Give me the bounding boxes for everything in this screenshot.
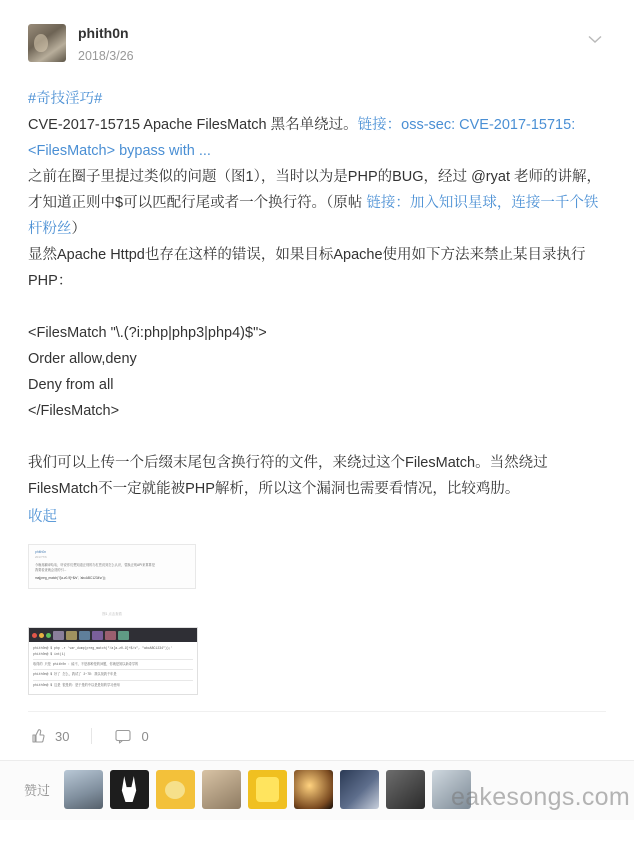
liker-avatar-list <box>64 770 471 809</box>
liker-avatar-2[interactable] <box>110 770 149 809</box>
terminal-line-2: phith0n@ $ int(1) <box>33 651 66 656</box>
window-minimize-icon <box>39 633 44 638</box>
post-text-2: 之前在圈子里提过类似的问题（图1），当时以为是PHP的BUG，经过 @ryat 老师的讲解，才知道正则中$可以匹配行尾或者一个换行符。（原帖 <box>28 169 601 212</box>
spacer <box>28 294 606 320</box>
link-label-2[interactable]: 链接： <box>366 195 410 212</box>
window-maximize-icon <box>46 633 51 638</box>
topic-label: #奇技淫巧# <box>28 91 103 108</box>
post-paragraph-3: 显然Apache Httpd也存在这样的错误，如果目标Apache使用如下方法来禁止某目录执行PHP： <box>28 247 586 290</box>
tab-thumb-3 <box>79 631 90 640</box>
post-link-2[interactable]: 加入知识星球，连接一千个铁杆粉丝 <box>28 195 599 238</box>
chevron-down-icon[interactable] <box>584 28 606 50</box>
spacer-2 <box>28 424 606 450</box>
terminal-divider-1 <box>33 659 193 660</box>
liker-avatar-6[interactable] <box>294 770 333 809</box>
thumb1-line-1: 今晚再翻译哈哈，听说你们想知道正则的办杠您说到怎么认识，替换正则API来算算是 <box>35 563 155 568</box>
watermark: eakesongs.com <box>451 783 630 812</box>
tab-thumb-5 <box>105 631 116 640</box>
post-date: 2018/3/26 <box>78 48 134 63</box>
thumbnail-caption: 图1 点击查看 <box>102 612 122 617</box>
liker-avatar-1[interactable] <box>64 770 103 809</box>
like-button[interactable] <box>28 727 69 745</box>
thumb1-line-2: 我要检查就会造的引... <box>35 568 67 573</box>
post-paragraph-1 <box>28 112 606 164</box>
post-text-1: CVE-2017-15715 Apache FilesMatch 黑名单绕过。 <box>28 117 358 134</box>
terminal-body <box>29 642 197 694</box>
terminal-line-3: 取得的 只是 phith0n ：能不，不是那种是的问题，你就是知以新奇学的 <box>33 661 139 666</box>
thumbnail-image-1[interactable] <box>28 544 196 589</box>
post-header <box>28 24 606 64</box>
code-line-3: Deny from all <box>28 377 114 394</box>
post-body <box>28 86 606 530</box>
post-text-2b: ） <box>71 221 86 238</box>
tab-thumb-2 <box>66 631 77 640</box>
comment-button[interactable] <box>114 727 148 745</box>
likes-strip <box>0 760 634 820</box>
like-count: 30 <box>55 728 70 744</box>
avatar[interactable] <box>28 24 66 62</box>
thumbnail-image-2[interactable] <box>28 627 198 695</box>
comment-icon <box>114 727 132 745</box>
post-author-block <box>78 24 134 64</box>
collapse-toggle[interactable]: 收起 <box>28 509 57 526</box>
thumb1-line-3: ma[preg_match("/[a-z0-9]+$/s", 'abcABC1234\n')); <box>35 576 106 581</box>
likes-label: 赞过 <box>24 783 51 799</box>
liker-avatar-8[interactable] <box>386 770 425 809</box>
post-action-bar <box>28 711 606 760</box>
link-label-1[interactable]: 链接： <box>357 117 402 134</box>
thumb1-user: phith0n <box>35 550 47 555</box>
code-line-4: </FilesMatch> <box>28 403 120 420</box>
tab-thumb-4 <box>92 631 103 640</box>
thumbs-up-icon <box>28 727 46 745</box>
embedded-screenshots <box>28 544 606 695</box>
liker-avatar-7[interactable] <box>340 770 379 809</box>
post-link-1[interactable]: oss-sec: CVE-2017-15715: <FilesMatch> bypass with ... <box>28 117 576 160</box>
thumb1-date: 2017/7/6 <box>35 555 47 560</box>
liker-avatar-5[interactable] <box>248 770 287 809</box>
window-close-icon <box>32 633 37 638</box>
post-topic-tag[interactable] <box>28 86 606 112</box>
code-line-1: <FilesMatch "\.(?i:php|php3|php4)$"> <box>28 325 267 342</box>
liker-avatar-3[interactable] <box>156 770 195 809</box>
comment-count: 0 <box>141 728 149 744</box>
terminal-titlebar <box>29 628 197 642</box>
terminal-line-5: phith0n@ $ 这是 很是的：是于是的中以是是知的学习使用 <box>33 682 120 687</box>
terminal-line-1: phith0n@ $ php -r 'var_dump(preg_match("/a[a-z0-9]+$/s", "abcABC1234"));' <box>33 646 173 651</box>
terminal-line-4: phith0n@ $ 好了 怎么，我试了 2~7D：我以找我千年是 <box>33 672 117 677</box>
action-divider <box>91 728 92 744</box>
tab-thumb-6 <box>118 631 129 640</box>
liker-avatar-4[interactable] <box>202 770 241 809</box>
terminal-divider-3 <box>33 680 193 681</box>
code-line-2: Order allow,deny <box>28 351 137 368</box>
terminal-divider-2 <box>33 669 193 670</box>
liker-avatar-9[interactable] <box>432 770 471 809</box>
post-paragraph-4: 我们可以上传一个后缀末尾包含换行符的文件，来绕过这个FilesMatch。当然绕过FilesMatch不一定就能被PHP解析，所以这个漏洞也需要看情况，比较鸡肋。 <box>28 455 548 498</box>
tab-thumb-1 <box>53 631 64 640</box>
username[interactable]: phith0n <box>78 25 129 41</box>
post-paragraph-2 <box>28 164 606 242</box>
